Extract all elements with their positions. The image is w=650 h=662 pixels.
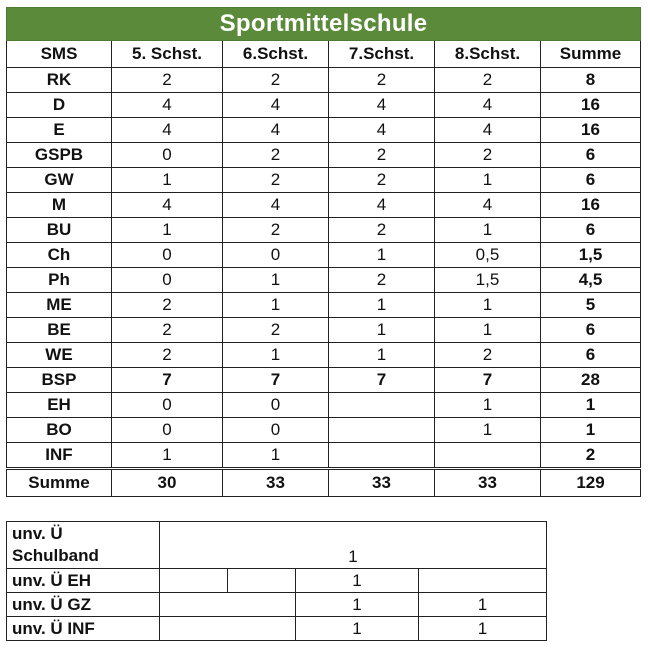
table-row [7, 443, 641, 469]
hours-table [6, 7, 641, 497]
grade-7-hours [329, 418, 435, 443]
table-row [7, 193, 641, 218]
grade-5-hours: 2 [112, 293, 223, 318]
grade-8-hours [435, 443, 541, 469]
extra-value-eh-7: 1 [296, 569, 419, 593]
grade-8-hours: 7 [435, 368, 541, 393]
header-grade-6: 6.Schst. [223, 41, 329, 68]
grade-5-hours: 0 [112, 418, 223, 443]
grade-6-hours: 1 [223, 343, 329, 368]
grade-8-hours: 2 [435, 343, 541, 368]
grade-7-hours: 2 [329, 218, 435, 243]
extra-value-inf-7: 1 [296, 617, 419, 641]
table-row [7, 243, 641, 268]
header-sum: Summe [541, 41, 641, 68]
grade-7-hours: 2 [329, 168, 435, 193]
grade-6-hours: 7 [223, 368, 329, 393]
grade-7-hours: 4 [329, 118, 435, 143]
extra-label-gz: unv. Ü GZ [7, 593, 160, 617]
grade-5-hours: 2 [112, 318, 223, 343]
grade-5-hours: 4 [112, 193, 223, 218]
grade-7-hours: 1 [329, 243, 435, 268]
grade-6-hours: 2 [223, 68, 329, 93]
extra-label-eh: unv. Ü EH [7, 569, 160, 593]
row-sum: 1,5 [541, 243, 641, 268]
grade-5-hours: 4 [112, 93, 223, 118]
grade-7-hours: 4 [329, 193, 435, 218]
table-row [7, 268, 641, 293]
header-grade-8: 8.Schst. [435, 41, 541, 68]
grade-8-hours: 2 [435, 143, 541, 168]
grade-7-hours [329, 443, 435, 469]
grade-8-hours: 1 [435, 218, 541, 243]
grade-6-hours: 2 [223, 168, 329, 193]
grade-6-hours: 1 [223, 268, 329, 293]
grade-6-hours: 2 [223, 318, 329, 343]
row-sum: 6 [541, 143, 641, 168]
header-grade-7: 7.Schst. [329, 41, 435, 68]
subject-label: WE [7, 343, 112, 368]
table-row [7, 143, 641, 168]
extra-value-schulband: 1 [160, 522, 547, 569]
totals-row [7, 469, 641, 497]
subject-label: RK [7, 68, 112, 93]
table-row [7, 168, 641, 193]
grade-7-hours: 1 [329, 293, 435, 318]
table-row [7, 393, 641, 418]
table-row [7, 343, 641, 368]
extra-cell [160, 617, 296, 641]
grade-8-hours: 1 [435, 168, 541, 193]
timetable-container [6, 7, 640, 497]
row-sum: 16 [541, 193, 641, 218]
subject-label: GSPB [7, 143, 112, 168]
subject-label: GW [7, 168, 112, 193]
row-sum: 1 [541, 393, 641, 418]
grade-8-hours: 4 [435, 118, 541, 143]
subject-label: ME [7, 293, 112, 318]
grade-5-hours: 2 [112, 68, 223, 93]
grade-7-hours [329, 393, 435, 418]
subject-label: INF [7, 443, 112, 469]
extra-value-inf-8: 1 [419, 617, 547, 641]
grade-8-hours: 1 [435, 293, 541, 318]
grade-5-hours: 1 [112, 168, 223, 193]
grade-5-hours: 0 [112, 143, 223, 168]
grade-5-hours: 1 [112, 218, 223, 243]
extra-label-schulband-line2: Schulband [12, 546, 99, 565]
row-sum: 1 [541, 418, 641, 443]
grade-5-hours: 2 [112, 343, 223, 368]
totals-label: Summe [7, 469, 112, 497]
row-sum: 8 [541, 68, 641, 93]
row-sum: 4,5 [541, 268, 641, 293]
extra-value-gz-8: 1 [419, 593, 547, 617]
subject-label: E [7, 118, 112, 143]
grade-6-hours: 1 [223, 443, 329, 469]
extra-cell [160, 593, 296, 617]
grade-6-hours: 4 [223, 118, 329, 143]
header-row [7, 41, 641, 68]
grade-8-hours: 2 [435, 68, 541, 93]
header-sms: SMS [7, 41, 112, 68]
subject-label: Ch [7, 243, 112, 268]
row-sum: 16 [541, 118, 641, 143]
grade-8-hours: 1 [435, 318, 541, 343]
grade-6-hours: 4 [223, 93, 329, 118]
table-row [7, 93, 641, 118]
row-sum: 6 [541, 343, 641, 368]
grade-6-hours: 1 [223, 293, 329, 318]
row-sum: 6 [541, 168, 641, 193]
grade-6-hours: 4 [223, 193, 329, 218]
extra-row-eh [7, 569, 547, 593]
grade-7-hours: 2 [329, 68, 435, 93]
row-sum: 16 [541, 93, 641, 118]
grade-5-hours: 1 [112, 443, 223, 469]
extra-cell [160, 569, 228, 593]
extra-cell [419, 569, 547, 593]
grade-6-hours: 2 [223, 218, 329, 243]
grade-7-hours: 2 [329, 143, 435, 168]
subject-label: BO [7, 418, 112, 443]
subject-label: EH [7, 393, 112, 418]
totals-grade-7: 33 [329, 469, 435, 497]
header-grade-5: 5. Schst. [112, 41, 223, 68]
grade-6-hours: 0 [223, 418, 329, 443]
table-row [7, 368, 641, 393]
grade-5-hours: 4 [112, 118, 223, 143]
subject-label: BE [7, 318, 112, 343]
row-sum: 6 [541, 218, 641, 243]
table-row [7, 68, 641, 93]
table-row [7, 118, 641, 143]
grade-6-hours: 0 [223, 393, 329, 418]
grade-8-hours: 0,5 [435, 243, 541, 268]
subject-label: BU [7, 218, 112, 243]
grade-5-hours: 0 [112, 268, 223, 293]
table-row [7, 418, 641, 443]
grade-7-hours: 2 [329, 268, 435, 293]
table-row [7, 218, 641, 243]
table-row [7, 293, 641, 318]
grade-8-hours: 4 [435, 193, 541, 218]
grade-5-hours: 7 [112, 368, 223, 393]
grade-8-hours: 1 [435, 393, 541, 418]
extra-hours-table [6, 521, 547, 641]
row-sum: 2 [541, 443, 641, 469]
grade-7-hours: 7 [329, 368, 435, 393]
totals-grade-8: 33 [435, 469, 541, 497]
subject-label: Ph [7, 268, 112, 293]
grade-6-hours: 0 [223, 243, 329, 268]
row-sum: 6 [541, 318, 641, 343]
grade-7-hours: 1 [329, 318, 435, 343]
table-title: Sportmittelschule [7, 8, 641, 41]
grade-6-hours: 2 [223, 143, 329, 168]
totals-grade-6: 33 [223, 469, 329, 497]
totals-grade-5: 30 [112, 469, 223, 497]
row-sum: 5 [541, 293, 641, 318]
grade-5-hours: 0 [112, 393, 223, 418]
grade-7-hours: 4 [329, 93, 435, 118]
extra-row-schulband [7, 522, 547, 569]
extra-row-inf [7, 617, 547, 641]
extra-label-inf: unv. Ü INF [7, 617, 160, 641]
table-row [7, 318, 641, 343]
extra-label-schulband-line1: unv. Ü [12, 524, 63, 543]
grade-8-hours: 1 [435, 418, 541, 443]
totals-sum: 129 [541, 469, 641, 497]
grade-5-hours: 0 [112, 243, 223, 268]
extra-label-schulband [7, 522, 160, 569]
subject-label: D [7, 93, 112, 118]
grade-8-hours: 1,5 [435, 268, 541, 293]
extra-row-gz [7, 593, 547, 617]
grade-8-hours: 4 [435, 93, 541, 118]
row-sum: 28 [541, 368, 641, 393]
subject-label: M [7, 193, 112, 218]
grade-7-hours: 1 [329, 343, 435, 368]
extra-cell [228, 569, 296, 593]
extra-value-gz-7: 1 [296, 593, 419, 617]
subject-label: BSP [7, 368, 112, 393]
table-body [7, 68, 641, 469]
